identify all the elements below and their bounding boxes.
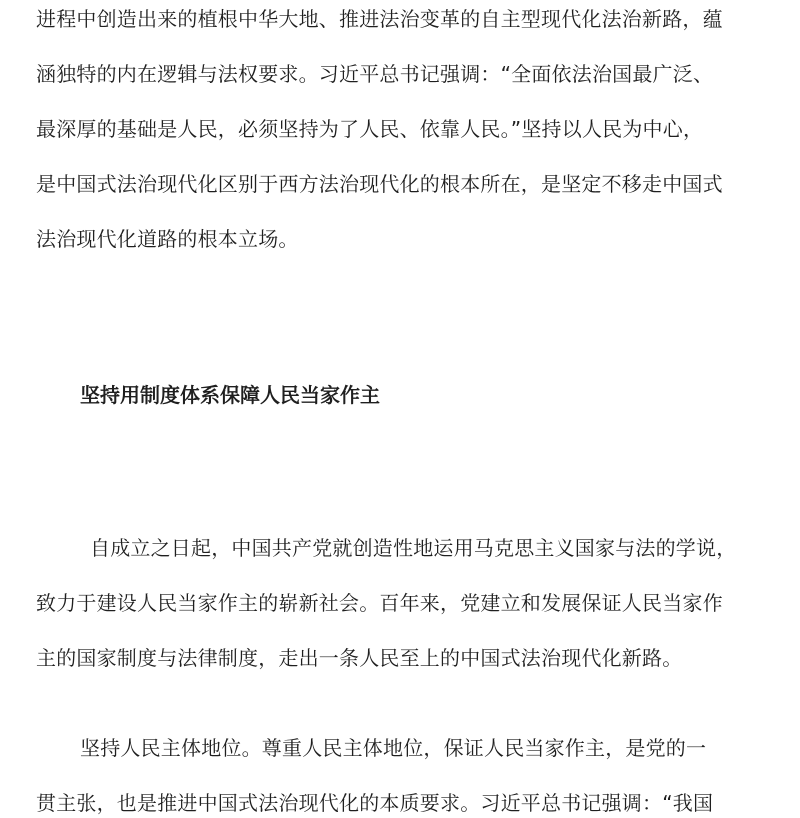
paragraph-line: 主的国家制度与法律制度，走出一条人民至上的中国式法治现代化新路。: [36, 646, 683, 670]
paragraph-line: 法治现代化道路的根本立场。: [36, 227, 299, 251]
paragraph-line: 致力于建设人民当家作主的崭新社会。百年来，党建立和发展保证人民当家作: [36, 591, 723, 615]
paragraph-line: 贯主张，也是推进中国式法治现代化的本质要求。习近平总书记强调：“我国: [36, 791, 714, 815]
paragraph-line: 自成立之日起，中国共产党就创造性地运用马克思主义国家与法的学说，: [90, 536, 737, 560]
paragraph-line: 是中国式法治现代化区别于西方法治现代化的根本所在，是坚定不移走中国式: [36, 172, 723, 196]
paragraph-line: 坚持人民主体地位。尊重人民主体地位，保证人民当家作主，是党的一: [80, 736, 707, 760]
paragraph-line: 进程中创造出来的植根中华大地、推进法治变革的自主型现代化法治新路，蕴: [36, 7, 723, 31]
section-heading: 坚持用制度体系保障人民当家作主: [80, 383, 380, 407]
paragraph-line: 涵独特的内在逻辑与法权要求。习近平总书记强调：“全面依法治国最广泛、: [36, 62, 714, 86]
paragraph-line: 最深厚的基础是人民，必须坚持为了人民、依靠人民。”坚持以人民为中心，: [36, 117, 704, 141]
